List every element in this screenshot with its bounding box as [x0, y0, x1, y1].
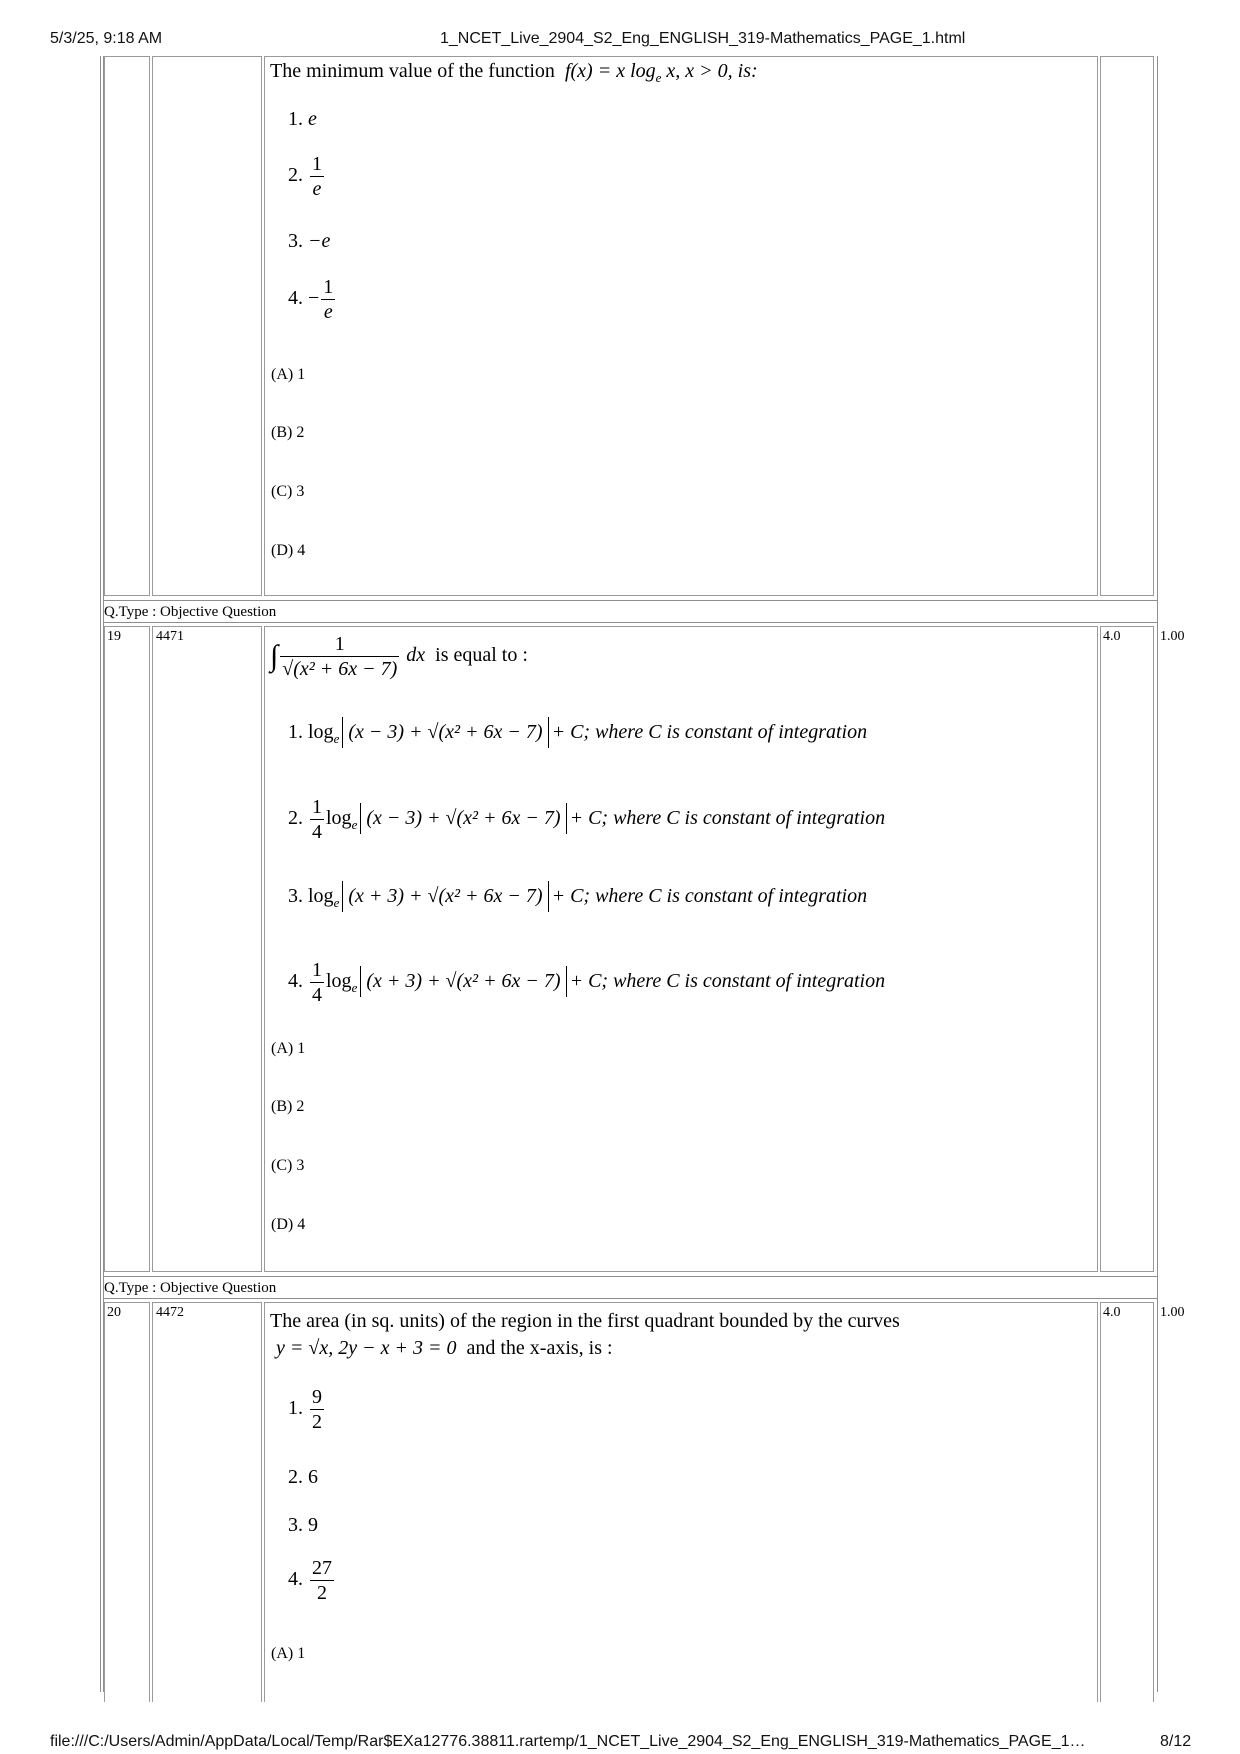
q18-answer-d: (D) 4: [271, 542, 306, 559]
q18-option-4: 4. − $\frac{1}{e}$: [288, 276, 334, 323]
table-border-left: [100, 56, 101, 1692]
q18-question-cell: [264, 56, 1098, 596]
print-page-number: 8/12: [1160, 1733, 1192, 1750]
q19-stem: ∫ $\frac{1}{\text{√(x² + 6x − 7)}}$ dx is equal to :: [270, 633, 528, 680]
q18-option-2: 2. $\frac{1}{e}$: [288, 153, 322, 200]
q19-option-4: 4. $\frac{1}{4}$ $\log_e (x + 3) + √(x^2 + 6x - 7) + C$; where C is constant of integration: [288, 959, 886, 1006]
q19-marks-cell: [1100, 626, 1154, 1272]
print-url: file:///C:/Users/Admin/AppData/Local/Temp/Rar$EXa12776.38811.rartemp/1_NCET_Live_2904_S2_Eng_ENGLISH_319-Mathematics_PAGE_1…: [50, 1733, 1086, 1750]
q20-serial-cell: [104, 1302, 150, 1702]
q20-option-4: 4. $\frac{27}{2}$: [288, 1557, 332, 1604]
q20-negative: 1.00: [1160, 1305, 1185, 1320]
q18-stem: The minimum value of the function f(x) = x $\log_e x$, x > 0, is:: [270, 60, 758, 85]
q20-marks: 4.0: [1103, 1305, 1121, 1320]
q20-option-3: 3. 9: [288, 1514, 318, 1536]
q20-qtype: Q.Type : Objective Question: [104, 1280, 277, 1296]
q18-answer-c: (C) 3: [271, 483, 305, 500]
q19-answer-b: (B) 2: [271, 1098, 305, 1115]
q19-answer-d: (D) 4: [271, 1216, 306, 1233]
q20-option-2: 2. 6: [288, 1466, 318, 1488]
table-border-right: [1157, 56, 1158, 1692]
q18-marks-cell: [1100, 56, 1154, 596]
q18-id-cell: [152, 56, 262, 596]
print-title: 1_NCET_Live_2904_S2_Eng_ENGLISH_319-Mathematics_PAGE_1.html: [440, 30, 966, 47]
print-timestamp: 5/3/25, 9:18 AM: [50, 30, 163, 47]
q20-question-cell: [264, 1302, 1098, 1702]
q20-id: 4472: [156, 1305, 184, 1320]
q18-answer-a: (A) 1: [271, 366, 306, 383]
q19-option-1: 1. $\log_e (x - 3) + √(x^2 + 6x - 7) + C$; where C is constant of integration: [288, 717, 867, 748]
q19-negative: 1.00: [1160, 629, 1185, 644]
q19-answer-a: (A) 1: [271, 1040, 306, 1057]
q20-serial: 20: [107, 1305, 121, 1320]
q18-option-3: 3. −e: [288, 230, 331, 252]
q19-marks: 4.0: [1103, 629, 1121, 644]
q20-answer-a: (A) 1: [271, 1645, 306, 1662]
q20-stem-line2: y = √x, 2y − x + 3 = 0 and the x-axis, is :: [276, 1337, 613, 1359]
q19-option-3: 3. $\log_e (x + 3) + √(x^2 + 6x - 7) + C$; where C is constant of integration: [288, 881, 867, 912]
q20-stem-line1: The area (in sq. units) of the region in the first quadrant bounded by the curves: [270, 1310, 900, 1332]
q20-marks-cell: [1100, 1302, 1154, 1702]
q18-option-1: 1. e: [288, 108, 317, 130]
q19-option-2: 2. $\frac{1}{4}$ $\log_e (x - 3) + √(x^2 + 6x - 7) + C$; where C is constant of integration: [288, 796, 886, 843]
q20-id-cell: [152, 1302, 262, 1702]
q20-separator: [103, 1276, 1157, 1277]
q19-separator-2: [103, 622, 1157, 623]
q19-answer-c: (C) 3: [271, 1157, 305, 1174]
q19-serial: 19: [107, 629, 121, 644]
q18-serial-cell: [104, 56, 150, 596]
q19-id-cell: [152, 626, 262, 1272]
q20-separator-2: [103, 1298, 1157, 1299]
q20-option-1: 1. $\frac{9}{2}$: [288, 1386, 322, 1433]
q19-serial-cell: [104, 626, 150, 1272]
q18-answer-b: (B) 2: [271, 424, 305, 441]
q19-id: 4471: [156, 629, 184, 644]
q19-separator: [103, 600, 1157, 601]
q19-qtype: Q.Type : Objective Question: [104, 604, 277, 620]
